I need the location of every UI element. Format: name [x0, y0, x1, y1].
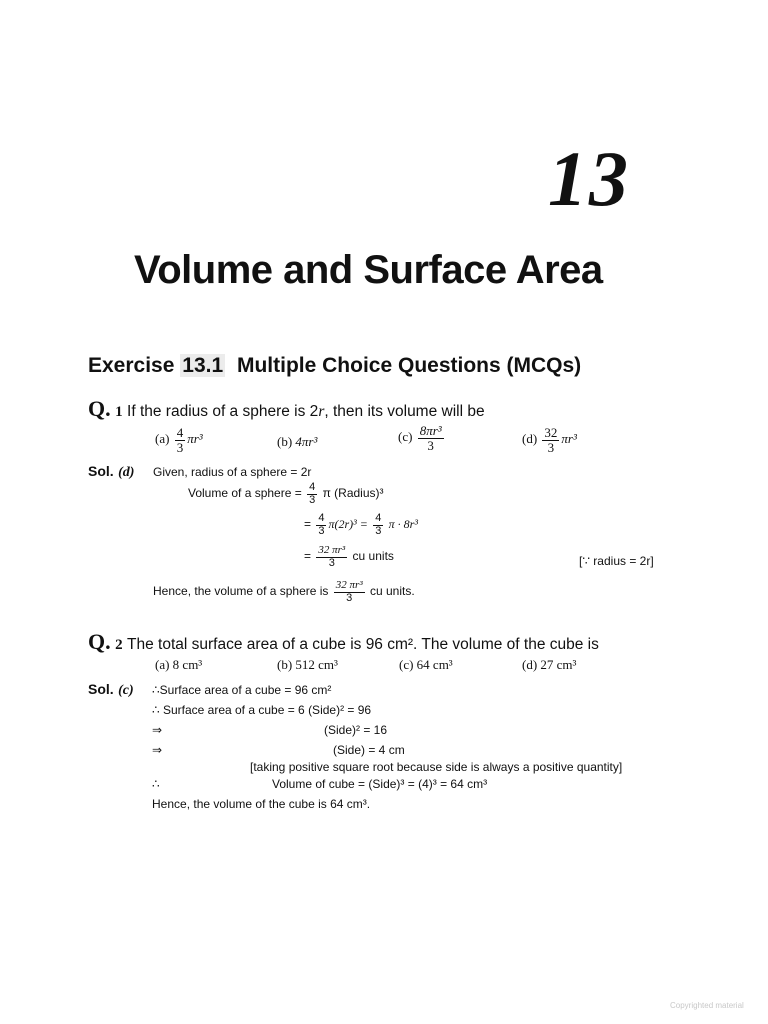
question-text	[127, 403, 485, 420]
question-2	[88, 629, 599, 655]
option-d	[522, 426, 577, 454]
question-mark: Q.	[88, 396, 111, 421]
solution-1-label	[88, 463, 134, 481]
option-label: (c)	[398, 429, 413, 445]
copyright-watermark: Copyrighted material	[670, 1001, 744, 1010]
exercise-title: Multiple Choice Questions (MCQs)	[236, 354, 582, 377]
question-number: 2	[115, 637, 123, 653]
sol2-line2: ∴ Surface area of a cube = 6 (Side)² = 96	[152, 703, 372, 717]
exercise-heading	[88, 354, 581, 378]
sol2-line3-sym: ⇒	[152, 723, 163, 737]
option-b	[277, 434, 317, 450]
option-c: (c) 64 cm³	[399, 657, 453, 672]
sol-answer: (c)	[118, 683, 134, 698]
sol2-line1: ∴Surface area of a cube = 96 cm²	[152, 683, 332, 697]
sol-label: Sol.	[88, 463, 114, 479]
sol2-line3: (Side)² = 16	[324, 723, 388, 737]
frac-den: 3	[427, 437, 434, 453]
exercise-number: 13.1	[182, 354, 224, 377]
question-1	[88, 396, 485, 422]
frac-den: 3	[346, 591, 353, 604]
option-label: (a)	[155, 431, 170, 447]
sol2-line4-sym: ⇒	[152, 743, 163, 757]
eq-sign: =	[304, 549, 312, 564]
sol1-line4	[304, 545, 394, 569]
question-text-part: , then its volume will be	[324, 403, 485, 420]
eq-rhs: cu units	[352, 549, 394, 564]
frac-den: 3	[328, 556, 335, 569]
sol-answer: (d)	[118, 465, 135, 480]
frac-num: 4	[375, 512, 382, 524]
option-d: (d) 27 cm³	[522, 657, 577, 672]
option-rest: πr³	[561, 431, 577, 447]
sol2-line4: (Side) = 4 cm	[333, 743, 405, 757]
question-text-part: If the radius of a sphere is 2	[127, 403, 319, 420]
sol1-note: [∵ radius = 2r]	[579, 554, 654, 568]
sol-label: Sol.	[88, 681, 114, 697]
frac-num: 4	[318, 512, 325, 524]
frac-den: 3	[375, 524, 382, 537]
question-text-var: r	[318, 403, 325, 420]
option-rest: πr³	[187, 431, 203, 447]
sol1-line5	[153, 580, 415, 604]
sol1-line1: Given, radius of a sphere = 2r	[153, 465, 312, 479]
solution-2-label	[88, 681, 134, 699]
eq-lhs: Volume of a sphere =	[188, 486, 302, 501]
option-text: 4πr³	[295, 434, 318, 449]
sol2-line6-sym: ∴	[152, 777, 160, 791]
frac-den: 3	[318, 524, 325, 537]
question-text: The total surface area of a cube is 96 cm². The volume of the cube is	[127, 636, 599, 653]
sol1-line2	[188, 482, 384, 506]
frac-num: 32 πr³	[318, 544, 346, 556]
sol2-line5: [taking positive square root because side is always a positive quantity]	[250, 760, 623, 774]
frac-num: 4	[309, 481, 316, 493]
option-a: (a) 8 cm³	[155, 657, 203, 672]
eq-lhs: Hence, the volume of a sphere is	[153, 584, 329, 599]
sol2-line7: Hence, the volume of the cube is 64 cm³.	[152, 797, 371, 811]
frac-num: 32 πr³	[335, 579, 363, 591]
option-label: (b)	[277, 434, 293, 449]
frac-num: 4	[176, 425, 184, 440]
frac-den: 3	[547, 439, 555, 455]
eq-sign: =	[304, 517, 312, 532]
sol2-line6: Volume of cube = (Side)³ = (4)³ = 64 cm³	[272, 777, 488, 791]
option-b: (b) 512 cm³	[277, 657, 338, 672]
frac-num: 32	[544, 425, 558, 440]
option-c	[398, 424, 446, 452]
question-number: 1	[115, 404, 123, 420]
eq-mid: π(2r)³ =	[328, 517, 368, 532]
question-mark: Q.	[88, 629, 111, 654]
sol1-line3	[304, 513, 418, 537]
exercise-prefix: Exercise	[88, 354, 175, 377]
eq-rhs: π · 8r³	[388, 517, 418, 532]
frac-den: 3	[309, 493, 316, 506]
frac-den: 3	[176, 439, 184, 455]
eq-rhs: cu units.	[369, 584, 415, 599]
option-a	[155, 426, 203, 454]
chapter-title: Volume and Surface Area	[134, 248, 603, 292]
frac-num: 8πr³	[419, 423, 442, 438]
chapter-number: 13	[548, 135, 630, 222]
eq-rhs: π (Radius)³	[322, 486, 384, 501]
option-label: (d)	[522, 431, 538, 447]
